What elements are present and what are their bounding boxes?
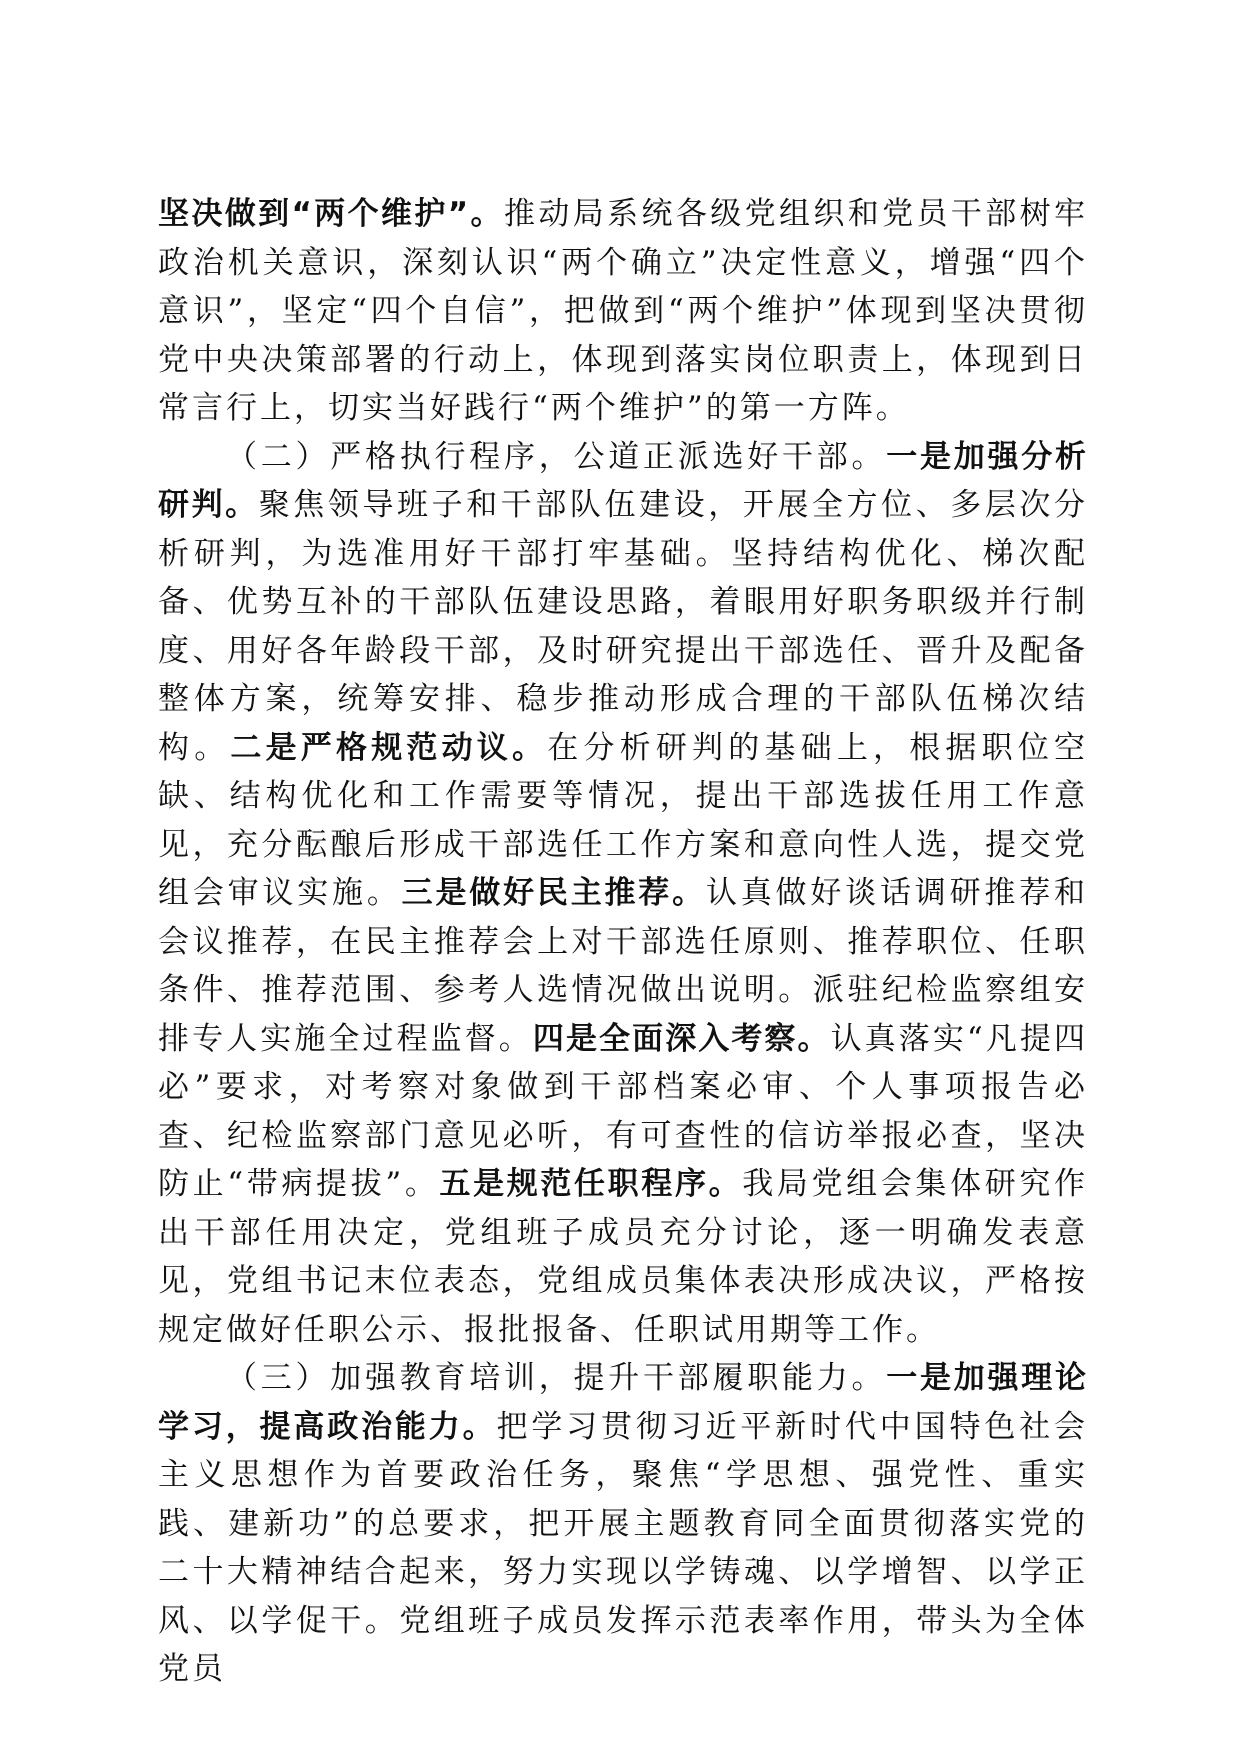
- bold-heading: 四是全面深入考察。: [532, 1020, 831, 1057]
- body-text: 把学习贯彻习近平新时代中国特色社会主义思想作为首要政治任务，聚焦“学思想、强党性、重实践、建新功”的总要求，把开展主题教育同全面贯彻落实党的二十大精神结合起来，努力实现以学铸魂、以学增智、以学正风、以学促干。党组班子成员发挥示范表率作用，带头为全体党员: [158, 1408, 1089, 1687]
- paragraph-section-three: [158, 1354, 1088, 1694]
- body-text: 推动局系统各级党组织和党员干部树牢政治机关意识，深刻认识“两个确立”决定性意义，增强“四个意识”，坚定“四个自信”，把做到“两个维护”体现到坚决贯彻党中央决策部署的行动上，体现到落实岗位职责上，体现到日常言行上，切实当好践行“两个维护”的第一方阵。: [158, 196, 1089, 426]
- body-text: 认真落实“凡提四必”要求，对考察对象做到干部档案必审、个人事项报告必查、纪检监察部门意见必听，有可查性的信访举报必查，坚决防止“带病提拔”。: [158, 1020, 1088, 1202]
- paragraph-two-safeguards: [158, 190, 1088, 433]
- bold-heading: 一是加强理论学习，提高政治能力。: [158, 1360, 1088, 1445]
- body-text: 我局党组会集体研究作出干部任用决定，党组班子成员充分讨论，逐一明确发表意见，党组书记末位表态，党组成员集体表决形成决议，严格按规定做好任职公示、报批报备、任职试用期等工作。: [158, 1166, 1088, 1348]
- section-heading: （三）加强教育培训，提升干部履职能力。: [226, 1360, 887, 1396]
- bold-heading: 五是规范任职程序。: [439, 1166, 743, 1202]
- body-text: 认真做好谈话调研推荐和会议推荐，在民主推荐会上对干部选任原则、推荐职位、任职条件、推荐范围、参考人选情况做出说明。派驻纪检监察组安排专人实施全过程监督。: [158, 875, 1089, 1057]
- bold-heading: 坚决做到“两个维护”。: [158, 196, 504, 232]
- bold-heading: 二是严格规范动议。: [230, 729, 548, 766]
- section-heading: （二）严格执行程序，公道正派选好干部。: [226, 438, 887, 475]
- bold-heading: 三是做好民主推荐。: [401, 875, 706, 911]
- paragraph-section-two: [158, 433, 1088, 1355]
- bold-heading: 一是加强分析研判。: [158, 438, 1088, 523]
- body-text: 聚焦领导班子和干部队伍建设，开展全方位、多层次分析研判，为选准用好干部打牢基础。坚持结构优化、梯次配备、优势互补的干部队伍建设思路，着眼用好职务职级并行制度、用好各年龄段干部，及时研究提出干部选任、晋升及配备整体方案，统筹安排、稳步推动形成合理的干部队伍梯次结构。: [158, 487, 1089, 766]
- body-text: 在分析研判的基础上，根据职位空缺、结构优化和工作需要等情况，提出干部选拔任用工作意见，充分酝酿后形成干部选任工作方案和意向性人选，提交党组会审议实施。: [158, 729, 1089, 911]
- document-body: [158, 190, 1088, 1694]
